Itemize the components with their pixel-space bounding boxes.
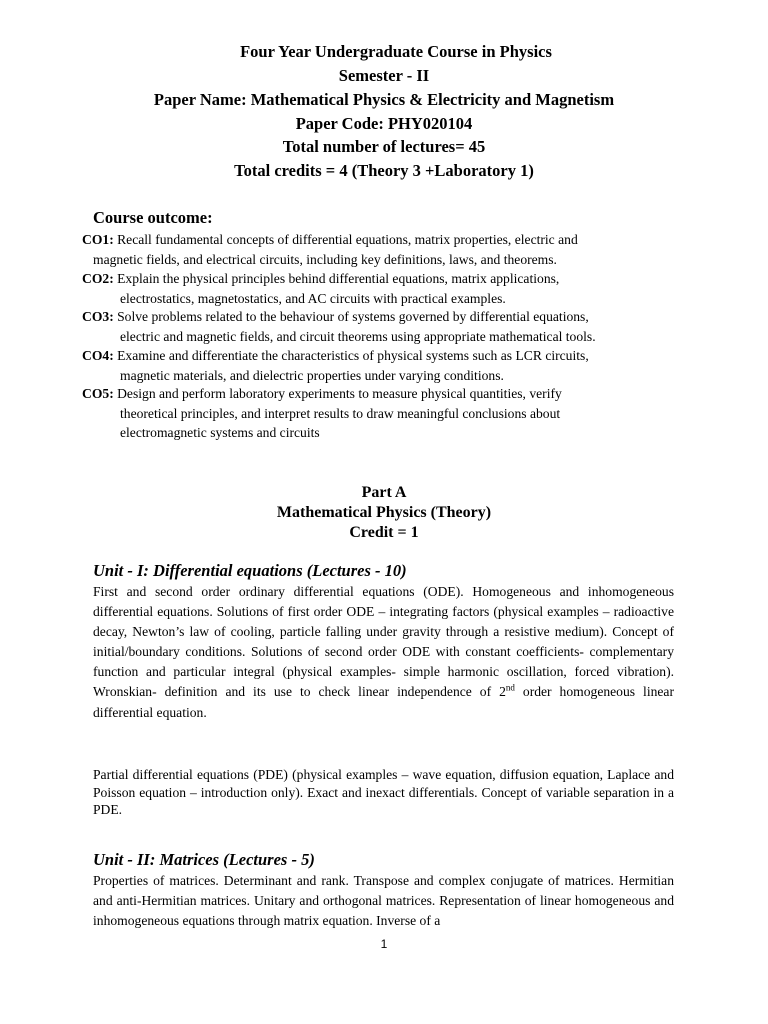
co-text: Examine and differentiate the characteristics of physical systems such as LCR circuits, — [113, 348, 589, 363]
unit-1-paragraph-2: Partial differential equations (PDE) (physical examples – wave equation, diffusion equation, Laplace and Poisson equation – introduction only). Exact and inexact differentials. Concept of variable separation in a PDE. — [93, 767, 674, 817]
co-text: Design and perform laboratory experiments to measure physical quantities, verify — [113, 386, 562, 401]
course-outcome-co1 — [82, 230, 682, 269]
co-text: Explain the physical principles behind differential equations, matrix applications, — [113, 271, 560, 286]
paragraph-text: First and second order ordinary differential equations (ODE). Homogeneous and inhomogeneous differential equations. Solutions of first order ODE – integrating factors (physical examples – radioactive decay, Newton’s law of cooling, particle falling under gravity through a resistive medium). Concept of initial/boundary conditions. Solutions of second order ODE with constant coefficients- complementary function and particular integral (physical examples- simple harmonic oscillation, forced vibration). Wronskian- definition and its use to check linear independence of 2 — [93, 584, 674, 700]
paper-code: Paper Code: PHY020104 — [295, 114, 473, 133]
part-subtitle: Mathematical Physics (Theory) — [276, 504, 492, 521]
co-text-continued: magnetic fields, and electrical circuits, including key definitions, laws, and theorems. — [93, 251, 557, 267]
co-label: CO2: — [82, 271, 114, 286]
co-text-continued: theoretical principles, and interpret results to draw meaningful conclusions about — [120, 405, 561, 421]
paragraph-text: order homogeneous linear differential equation. — [93, 684, 674, 720]
co-text: Solve problems related to the behaviour of systems governed by differential equations, — [113, 309, 589, 324]
co-label: CO1: — [82, 232, 114, 247]
course-outcome-co2 — [82, 269, 682, 308]
co-text-continued: electrostatics, magnetostatics, and AC circuits with practical examples. — [120, 290, 506, 306]
unit-2-paragraph-1: Properties of matrices. Determinant and rank. Transpose and complex conjugate of matrices. Hermitian and anti-Hermitian matrices. Unitary and orthogonal matrices. Representation of linear homogeneous and inhomogeneous equations through matrix equation. Inverse of a — [93, 873, 674, 929]
total-lectures: Total number of lectures= 45 — [282, 137, 486, 156]
part-title: Part A — [361, 484, 407, 501]
co-text: Recall fundamental concepts of differential equations, matrix properties, electric and — [113, 232, 578, 247]
co-text-continued: electromagnetic systems and circuits — [120, 425, 320, 440]
semester: Semester - II — [338, 66, 430, 85]
paper-name: Paper Name: Mathematical Physics & Electricity and Magnetism — [153, 90, 615, 109]
course-outcome-heading: Course outcome: — [93, 208, 213, 227]
part-credit: Credit = 1 — [349, 524, 419, 541]
course-outcome-co4 — [82, 346, 682, 385]
co-label: CO3: — [82, 309, 114, 324]
superscript: nd — [505, 682, 515, 693]
course-outcome-co3 — [82, 307, 682, 346]
co-label: CO4: — [82, 348, 114, 363]
page-number: 1 — [380, 937, 388, 951]
unit-2-heading: Unit - II: Matrices (Lectures - 5) — [93, 850, 315, 869]
co-text-continued: electric and magnetic fields, and circuit theorems using appropriate mathematical tools. — [120, 328, 596, 344]
co-text-continued: magnetic materials, and dielectric properties under varying conditions. — [120, 367, 504, 383]
course-outcome-co5 — [82, 384, 682, 443]
unit-1-heading: Unit - I: Differential equations (Lectures - 10) — [93, 561, 407, 580]
course-title: Four Year Undergraduate Course in Physics — [240, 42, 552, 61]
unit-1-paragraph-1 — [93, 582, 674, 723]
co-label: CO5: — [82, 386, 114, 401]
total-credits: Total credits = 4 (Theory 3 +Laboratory 1) — [234, 161, 534, 180]
